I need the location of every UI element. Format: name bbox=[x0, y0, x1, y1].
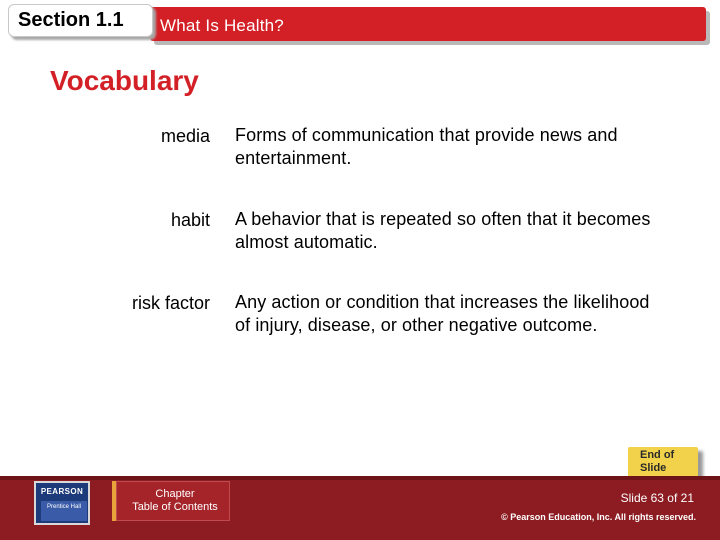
page-title: Vocabulary bbox=[50, 65, 199, 96]
end-of-slide-label-line1: End of bbox=[640, 449, 675, 461]
table-of-contents-label: Table of Contents bbox=[132, 501, 218, 513]
copyright-notice: © Pearson Education, Inc. All rights reserved. bbox=[501, 512, 696, 522]
section-label: Section 1.1 bbox=[18, 9, 124, 31]
footer-bar bbox=[0, 476, 720, 540]
end-of-slide-button[interactable] bbox=[628, 447, 698, 477]
vocab-definition: Forms of communication that provide news and entertainment. bbox=[235, 125, 618, 168]
vocab-term: habit bbox=[170, 210, 210, 230]
pearson-logo-wordmark: PEARSON bbox=[40, 487, 84, 496]
slide-counter: Slide 63 of 21 bbox=[620, 491, 694, 505]
vocab-definition: A behavior that is repeated so often that it becomes almost automatic. bbox=[235, 209, 651, 252]
footer-divider bbox=[0, 476, 720, 480]
vocab-term: media bbox=[160, 126, 210, 146]
end-of-slide-label-line2: Slide bbox=[640, 462, 667, 474]
prentice-hall-logo: Prentice Hall bbox=[41, 501, 87, 521]
chapter-label: Chapter bbox=[155, 488, 195, 500]
header-title: What Is Health? bbox=[160, 16, 284, 35]
chapter-table-of-contents-button[interactable] bbox=[112, 481, 230, 521]
vocab-definition: Any action or condition that increases the likelihood of injury, disease, or other negative outcome. bbox=[235, 292, 650, 335]
vocab-term: risk factor bbox=[131, 293, 210, 313]
pearson-logo[interactable] bbox=[34, 481, 90, 525]
